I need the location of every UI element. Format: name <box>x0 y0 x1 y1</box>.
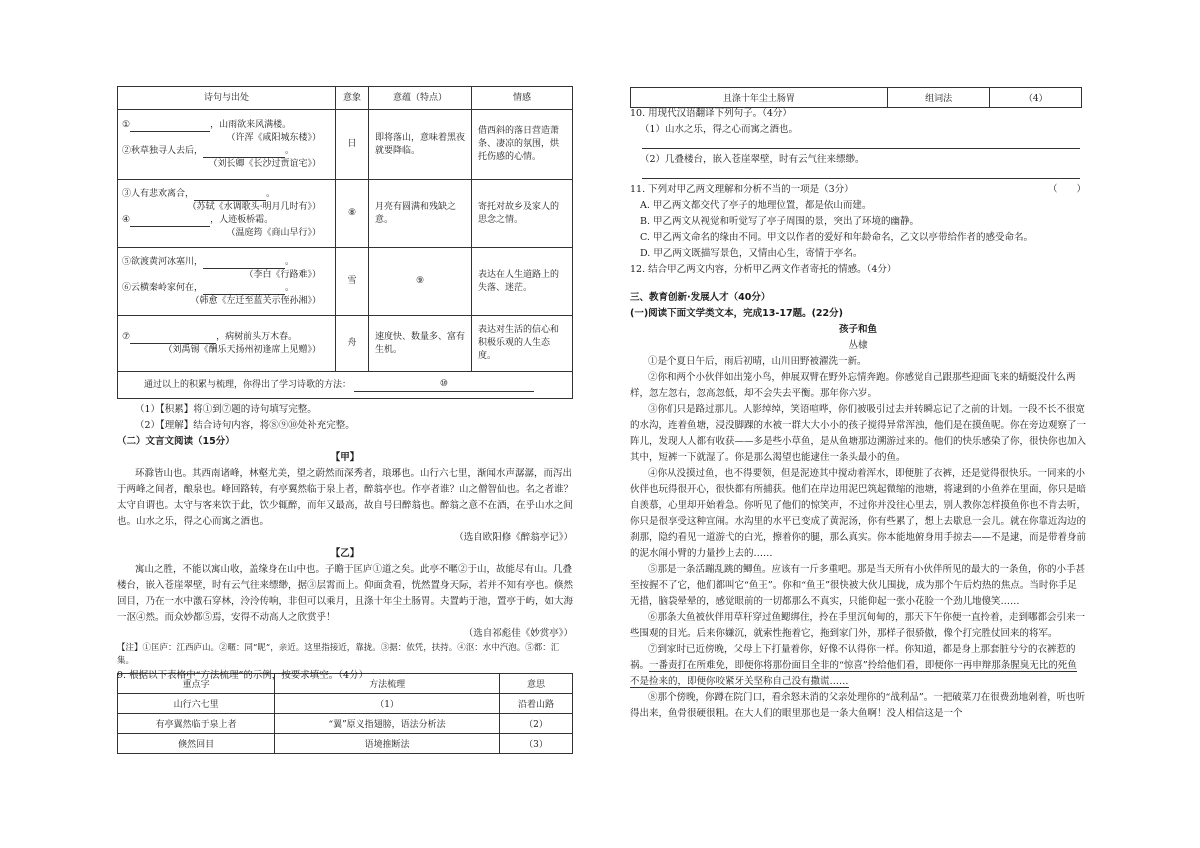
option-b: B. 甲乙两文从视觉和听觉写了亭子周围的景，突出了环境的幽静。 <box>640 216 920 227</box>
question-10: 10. 用现代汉语翻译下列句子。（4分） <box>630 108 792 119</box>
method-table <box>117 673 573 754</box>
image-cell: 雪 <box>336 248 369 316</box>
section-subtitle: (一)阅读下面文学类文本，完成13-17题。(22分) <box>630 308 843 319</box>
poem-cell: ③人有悲欢离合， 。 （苏轼《水调歌头·明月几时有》） ④ ，人迹板桥霜。 （温庭筠《商山早行》） <box>118 180 336 248</box>
table-row: 且涤十年尘土肠胃 组词法 （4） <box>631 88 1082 108</box>
underlined-sentence: 一番责打在所难免，即便你将那份面目全非的“惊喜”拎给他们看，即便你一再申辩那条腥臭无比的死鱼不是捡来的，即便你咬紧牙关坚称自己没有撒谎…… <box>630 660 1077 687</box>
paragraph: ②你和两个小伙伴如出笼小鸟，伸展双臂在野外忘情奔跑。你感觉自己跟那些迎面飞来的蜻蜓没什么两样，忽左忽右，忽高忽低，却不会失去平衡。那年你六岁。 <box>630 372 1076 399</box>
table-row <box>118 180 573 248</box>
section-title-classical: （二）文言文阅读（15分） <box>117 436 235 447</box>
image-cell: 舟 <box>336 316 369 372</box>
paragraph: ⑧那个傍晚，你蹲在院门口，看余怒未消的父亲处理你的“战利品”。一把破菜刀在很费劲地剁着，听也听得出来，鱼骨很硬很粗。在大人们的眼里那也是一条大鱼啊！没人相信这是一个 <box>630 692 1086 719</box>
table-row <box>118 248 573 316</box>
header-meaning: 意思 <box>500 674 573 694</box>
question-9: 9. 根据以下表格中“方法梳理”的示例，按要求填空。（4分） <box>117 670 369 681</box>
text-jia-body: 环滁皆山也。其西南诸峰，林壑尤美，望之蔚然而深秀者，琅琊也。山行六七里，渐闻水声潺潺，而泻出于两峰之间者，酿泉也。峰回路转，有亭翼然临于泉上者，醉翁亭也。作亭者谁？山之僧智仙也。名之者谁？太守自谓也。太守与客来饮于此，饮少辄醉，而年又最高，故自号曰醉翁也。醉翁之意不在酒，在乎山水之间也。山水之乐，得之心而寓之酒也。 <box>117 468 574 527</box>
table-row <box>118 110 573 180</box>
meaning-cell: 月亮有圆满和残缺之意。 <box>369 180 472 248</box>
method-table-continued <box>630 87 1082 108</box>
paragraph: ①是个夏日午后，雨后初晴，山川田野被濯洗一新。 <box>648 356 867 367</box>
text-yi-body: 寓山之胜，不能以寓山收，盖缘身在山中也。子瞻于匡庐①道之矣。此亭不暱②于山，故能尽有山。几叠楼台，嵌入苍崖翠壁，时有云气往来缥缈，据③层霄而上。仰面贪看，恍然置身天际，若并不知有亭也。倏然回目，乃在一水中激石穿林，泠泠传响，非但可以乘月，且涤十年尘土肠胃。夫置屿于池，置亭于屿，如大海一沤④然。而众妙都⑤焉，安得不动高人之欣赏乎！ <box>117 564 574 623</box>
emotion-cell: 借西斜的落日营造萧条、凄凉的氛围，烘托伤感的心情。 <box>472 110 573 180</box>
table-row: 倏然回目 语境推断法 （3） <box>118 734 573 754</box>
option-c: C. 甲乙两文命名的缘由不同。甲文以作者的爱好和年龄命名，乙文以亭带给作者的感受命名。 <box>640 232 1033 243</box>
image-cell: ⑧ <box>336 180 369 248</box>
summary-row <box>118 372 573 399</box>
reading-section <box>117 402 573 684</box>
text-yi-title: 【乙】 <box>330 548 360 559</box>
story-author: 丛棣 <box>848 340 868 351</box>
paragraph: ⑦到家时已近傍晚，父母上下打量着你，好像不认得你一样。你知道，都是身上那套脏兮兮的衣裤惹的祸。一番责打在所难免，即便你将那份面目全非的“惊喜”拎给他们看，即便你一再申辩那条腥臭无比的死鱼不是捡来的，即便你咬紧牙关坚称自己没有撒谎…… <box>630 644 1077 687</box>
answer-line[interactable] <box>642 148 1080 149</box>
section-title-3: 三、教育创新·发展人才（40分） <box>630 292 771 303</box>
question-11: 11. 下列对甲乙两文理解和分析不当的一项是（3分） <box>630 184 854 195</box>
question-11-row <box>630 182 1086 198</box>
meaning-cell: ⑨ <box>369 248 472 316</box>
literature-section <box>630 290 1086 722</box>
header-image: 意象 <box>336 87 369 110</box>
question-10-2: （2）几叠楼台，嵌入苍崖翠壁，时有云气往来缥缈。 <box>640 154 865 165</box>
text-yi-source: （选自祁彪佳《妙赏亭》） <box>463 628 573 639</box>
text-jia-title: 【甲】 <box>330 452 360 463</box>
summary-blank[interactable]: ⑩ <box>354 378 534 392</box>
questions-block <box>630 106 1086 278</box>
poem-table <box>117 86 573 399</box>
header-keyword: 重点字 <box>118 674 275 694</box>
header-poem: 诗句与出处 <box>118 87 336 110</box>
emotion-cell: 表达对生活的信心和积极乐观的人生态度。 <box>472 316 573 372</box>
summary-cell: 通过以上的积累与梳理，你得出了学习诗歌的方法： ⑩ <box>118 372 573 399</box>
method-table-header <box>118 674 573 694</box>
option-a: A. 甲乙两文都交代了亭子的地理位置，都是依山而建。 <box>640 200 872 211</box>
meaning-cell: 速度快、数量多、富有生机。 <box>369 316 472 372</box>
paragraph: ⑤那是一条活蹦乱跳的鲫鱼。应该有一斤多重吧。那是当天所有小伙伴所见的最大的一条鱼，你的小手甚至按握不了它，他们都叫它“鱼王”。你和“鱼王”很快被大伙儿围拢，成为那个午后灼热的焦点。当时你手足无措，脑袋晕晕的，感觉眼前的一切都那么不真实，只能仰起一张小花脸一个劲儿地傻笑…… <box>630 564 1086 607</box>
emotion-cell: 寄托对故乡及家人的思念之情。 <box>472 180 573 248</box>
answer-paren[interactable]: （ ） <box>1047 184 1086 195</box>
meaning-cell: 即将落山，意味着黑夜就要降临。 <box>369 110 472 180</box>
question-10-1: （1）山水之乐，得之心而寓之酒也。 <box>640 124 799 135</box>
table-row: 山行六七里 （1） 沿着山路 <box>118 694 573 714</box>
paragraph: ③你们只是路过那儿。人影绰绰，笑语喧哗，你们被吸引过去并转瞬忘记了之前的计划。一段不长不很宽的水沟，连着鱼塘，浸没脚踝的水被一群大大小小的孩子搅得异常浑浊，他们是在摸鱼呢。你在旁边观察了一阵儿，发现人人都有收获——多是些小草鱼，是从鱼塘那边溯游过来的。他们的快乐感染了你，很快你也加入其中，短裤一下就湿了。你是那么渴望也能逮住一条头最小的鱼。 <box>630 404 1087 463</box>
instruction-2: （2）【理解】结合诗句内容，将⑧⑨⑩处补充完整。 <box>135 420 355 431</box>
paragraph: ④你从没摸过鱼，也不得要领，但是泥迹其中搅动着浑水，即便脏了衣裤，还是觉得很快乐。一同来的小伙伴也玩得很开心，很快都有所捕获。他们在岸边用泥巴筑起微缩的池塘，将逮到的小鱼养在里面，你只是暗自羡慕，心里却开始着急。你听见了他们的惊笑声，不过你并没往心里去，别人教你怎样摸鱼你也不肯去听，你只是很享受这种宣闹。水沟里的水平已变成了黄泥汤，你有些累了，想上去歇息一会儿。就在你靠近沟边的刹那，隐约看见一道游弋的白光，擦着你的腿，那么真实。你本能地俯身用手掠去——不是逮，而是带着身前的泥水闹小臂的力量抄上去的…… <box>630 468 1087 559</box>
answer-line[interactable] <box>642 178 1080 179</box>
footnote: 【注】①匡庐：江西庐山。②暱：同“昵”，亲近。这里指接近，靠拢。③据：依凭，扶持。④沤：水中汽泡。⑤都：汇集。 <box>117 643 560 666</box>
header-method: 方法梳理 <box>275 674 500 694</box>
text-jia-source: （选自欧阳修《醉翁亭记》） <box>454 532 573 543</box>
poem-cell: ⑤欲渡黄河冰塞川， 。 （李白《行路难》） ⑥云横秦岭家何在， 。 （韩愈《左迁至蓝关示侄孙湘》） <box>118 248 336 316</box>
table-row: 有亭翼然临于泉上者 “翼”原义指翅膀，语法分析法 （2） <box>118 714 573 734</box>
poem-table-header <box>118 87 573 110</box>
instruction-1: （1）【积累】将①到⑦题的诗句填写完整。 <box>135 404 317 415</box>
poem-cell: ⑦ ，病树前头万木春。 （刘禹锡《酬乐天扬州初逢席上见赠》） <box>118 316 336 372</box>
image-cell: 日 <box>336 110 369 180</box>
story-title: 孩子和鱼 <box>838 324 877 335</box>
header-emotion: 情感 <box>472 87 573 110</box>
option-d: D. 甲乙两文既描写景色，又情由心生，寄情于亭名。 <box>640 248 863 259</box>
question-12: 12. 结合甲乙两文内容，分析甲乙两文作者寄托的情感。（4分） <box>630 264 897 275</box>
header-meaning: 意蕴（特点） <box>369 87 472 110</box>
table-row <box>118 316 573 372</box>
poem-cell: ① ，山雨欲来风满楼。 （许浑《咸阳城东楼》） ②秋草独寻人去后， 。 （刘长卿《长沙过贾谊宅》） <box>118 110 336 180</box>
emotion-cell: 表达在人生道路上的失落、迷茫。 <box>472 248 573 316</box>
paragraph: ⑥那条大鱼被伙伴用草秆穿过鱼鳃绑住，拎在手里沉甸甸的，那天下午你便一直拎着，走到哪都会引来一些围观的目光。后来你嫌沉，就索性拖着它，拖到家门外，那样子很骄傲，像个打完胜仗回来的将军。 <box>630 612 1086 639</box>
